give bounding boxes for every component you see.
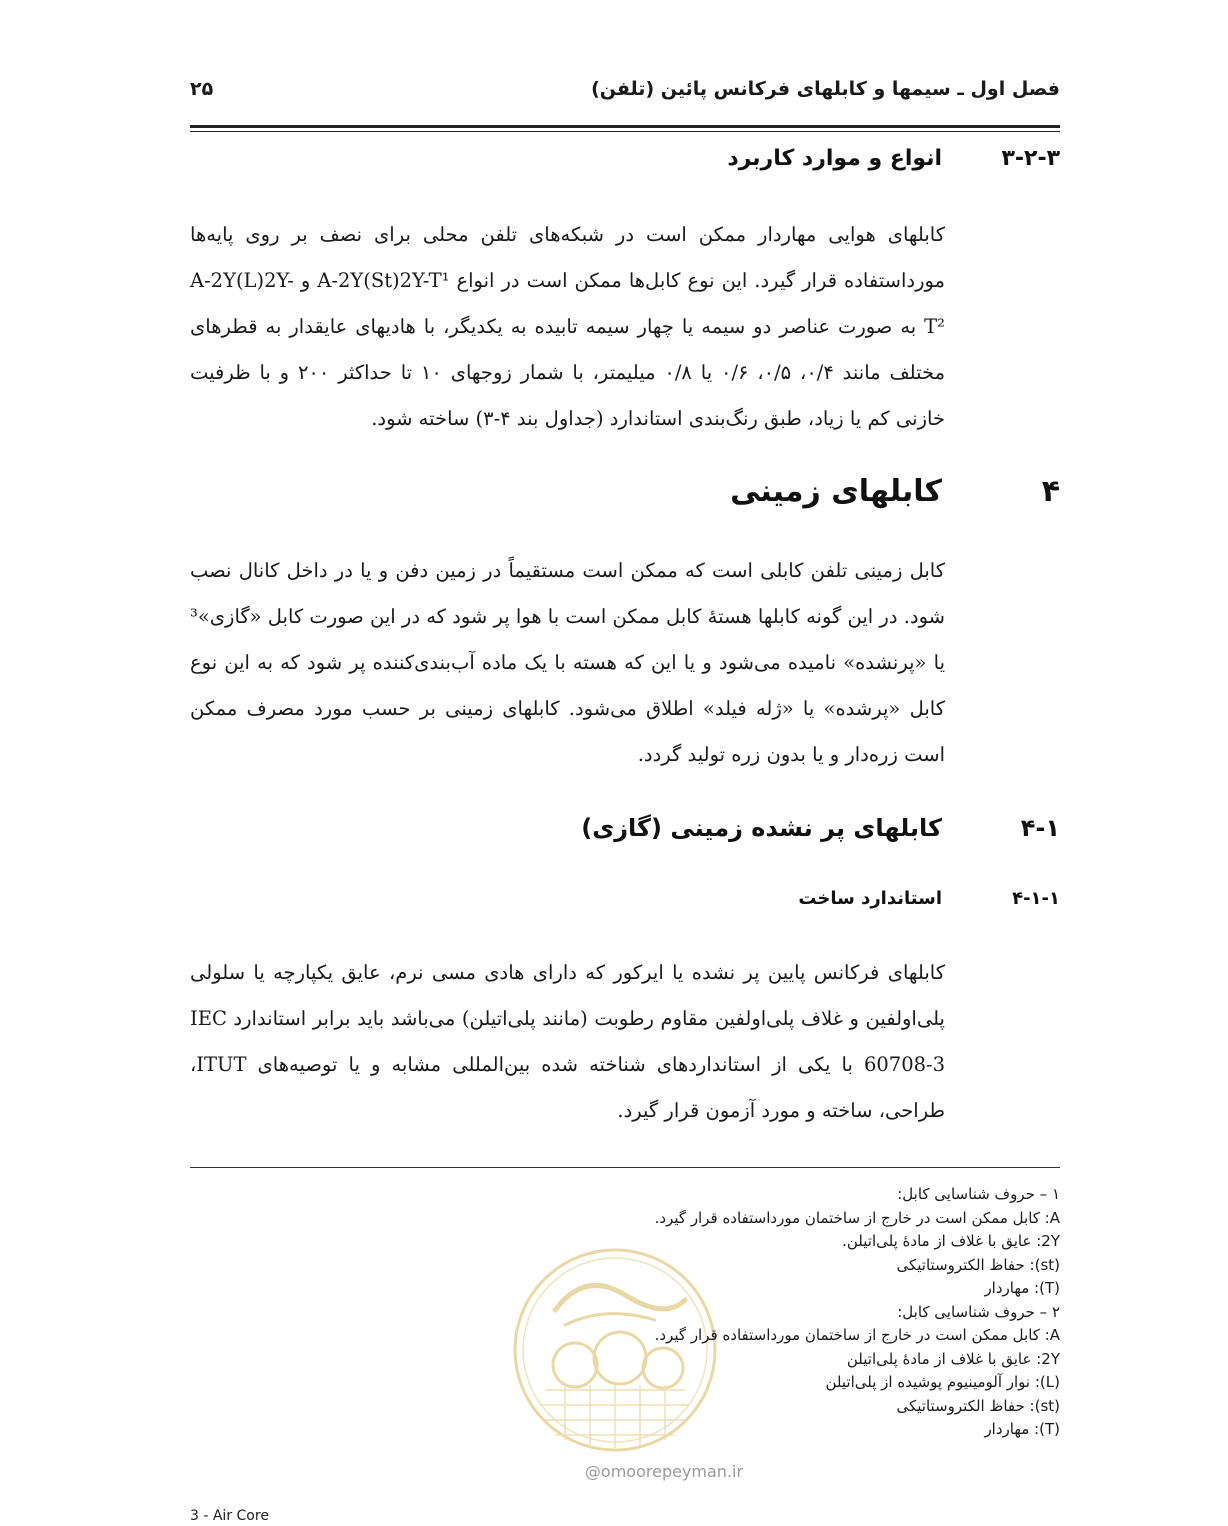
footnote-line: 2Y: عایق با غلاف از مادهٔ پلی‌اتیلن. [842,1232,1060,1250]
footnote-latin: 3 - Air Core [190,1508,269,1524]
footnote-line: ۲ – حروف شناسایی کابل: [897,1302,1060,1321]
section-title: کابلهای پر نشده زمینی (گازی) [581,814,942,842]
running-header [190,78,1060,108]
chapter-title: فصل اول ـ سیمها و کابلهای فرکانس پائین (تلفن) [591,78,1060,100]
watermark-site: @omoorepeyman.ir [584,1462,744,1481]
footnote-line: ۱ – حروف شناسایی کابل: [897,1185,1060,1203]
footnote-line: (T): مهاردار [984,1420,1060,1438]
footnote-line: (st): حفاظ الکتروستاتیکی [896,1255,1060,1274]
section-heading-4-1 [581,814,1060,852]
footnote-line: A: کابل ممکن است در خارج از ساختمان مورداستفاده قرار گیرد. [654,1208,1060,1227]
footnote-rule [190,1167,1060,1168]
header-rule-thick [190,125,1060,128]
paragraph-3-2-3: کابلهای هوایی مهاردار ممکن است در شبکه‌های تلفن محلی برای نصف بر روی پایه‌ها مورداستفاده قرار گیرد. این نوع کابل‌ها ممکن است در انواع A-2Y(St)2Y-T¹ و A-2Y(L)2Y-T² به صورت عناصر دو سیمه یا چهار سیمه تابیده به یکدیگر، با هادیهای عایقدار به قطرهای مختلف مانند ۰/۴، ۰/۵، ۰/۶ یا ۰/۸ میلیمتر، با شمار زوجهای ۱۰ تا حداکثر ۲۰۰ و با ظرفیت خازنی کم یا زیاد، طبق رنگ‌بندی استاندارد (جداول بند ۴-۳) ساخته شود. [190,223,946,430]
footnotes [600,1183,1060,1442]
footnote-line: 2Y: عایق با غلاف از مادهٔ پلی‌اتیلن [846,1349,1060,1368]
footnote-line: (T): مهاردار [984,1279,1060,1297]
paragraph-4: کابل زمینی تلفن کابلی است که ممکن است مستقیماً در زمین دفن و یا در داخل کانال نصب شود. در این گونه کابلها هستهٔ کابل ممکن است با هوا پر شود که در این صورت کابل «گازی»³ یا «پرنشده» نامیده می‌شود و یا این که هسته با یک ماده آب‌بندی‌کننده پر شود که به این نوع کابل «پرشده» یا «ژله فیلد» اطلاق می‌شود. کابلهای زمینی بر حسب مورد مصرف ممکن است زره‌دار و یا بدون زره تولید گردد. [190,559,945,766]
section-title: کابلهای زمینی [730,474,942,509]
section-number: ۴-۱-۱ [1012,888,1060,909]
header-rule-thin [190,131,1060,132]
paragraph-4-1-1: کابلهای فرکانس پایین پر نشده یا ایرکور که دارای هادی مسی نرم، عایق یکپارچه یا سلولی پلی‌اولفین و غلاف پلی‌اولفین مقاوم رطوبت (مانند پلی‌اتیلن) می‌باشد باید برابر استاندارد IEC 60708-3 با یکی از استانداردهای شناخته شده بین‌المللی مشابه و یا توصیه‌های ITUT، طراحی، ساخته و مورد آزمون قرار گیرد. [190,961,945,1122]
section-number: ۴-۱ [1020,814,1060,842]
page-number: ۲۵ [190,78,214,100]
section-heading-3-2-3 [600,146,1060,180]
section-number: ۳-۲-۳ [1001,146,1060,171]
footnote-line: (L): نوار آلومینیوم پوشیده از پلی‌اتیلن [825,1373,1060,1391]
section-heading-4-1-1 [600,888,1060,918]
footnote-line: A: کابل ممکن است در خارج از ساختمان مورداستفاده قرار گیرد. [654,1326,1060,1344]
section-title: انواع و موارد کاربرد [727,146,942,171]
footnote-line: (st): حفاظ الکتروستاتیکی [896,1396,1060,1415]
section-number: ۴ [1041,474,1060,509]
section-title: استاندارد ساخت [798,888,942,909]
section-heading-4 [600,474,1060,516]
